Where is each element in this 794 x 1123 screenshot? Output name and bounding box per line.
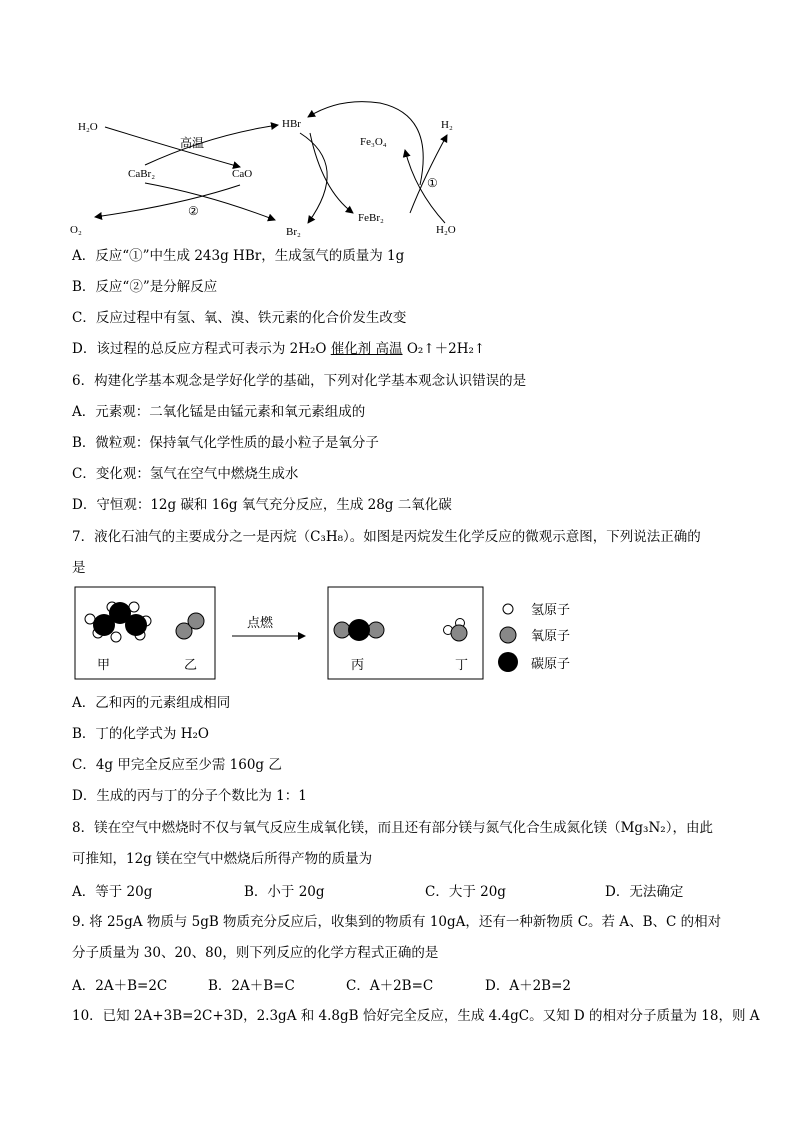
legend-o-label: 氧原子 [531, 628, 571, 643]
reaction-cycle-diagram [60, 95, 480, 245]
label-gaowen: 高温 [180, 136, 205, 150]
q5-option-b: B．反应“②”是分解反应 [72, 279, 218, 295]
legend-o-swatch [500, 627, 516, 643]
q9-option-c: C．A＋2B=C [346, 978, 434, 994]
label-hbr: HBr [282, 118, 301, 130]
q5-option-d-suffix: O₂↑＋2H₂↑ [402, 341, 486, 357]
q6-option-c: C．变化观：氢气在空气中燃烧生成水 [72, 466, 299, 482]
q5-option-d-condition: 催化剂 高温 [330, 341, 403, 357]
legend-h-swatch [503, 604, 513, 614]
q9-option-a: A．2A＋B=2C [72, 978, 168, 994]
legend-c-swatch [498, 652, 518, 672]
q7-stem-line2: 是 [72, 560, 86, 576]
label-fe3o4: Fe₃O₄ [360, 136, 387, 148]
q8-option-a: A．等于 20g [72, 884, 153, 900]
q9-option-b: B．2A＋B=C [208, 978, 295, 994]
legend [498, 602, 570, 672]
q10-stem-line1: 10．已知 2A+3B=2C+3D，2.3gA 和 4.8gB 恰好完全反应，生成 4.4gC。又知 D 的相对分子质量为 18，则 A [72, 1008, 760, 1024]
label-h2o-right: H₂O [436, 224, 456, 236]
q7-option-d: D．生成的丙与丁的分子个数比为 1：1 [72, 788, 307, 804]
arrow-h2o-to-cao [105, 127, 240, 167]
q6-stem: 6．构建化学基本观念是学好化学的基础，下列对化学基本观念认识错误的是 [72, 373, 527, 389]
q8-option-b: B．小于 20g [244, 884, 325, 900]
legend-c-label: 碳原子 [531, 656, 571, 671]
q9-option-d: D．A＋2B=2 [485, 978, 571, 994]
arrow-label-dianran: 点燃 [247, 615, 274, 630]
label-o2: O₂ [70, 224, 82, 236]
q5-option-c: C．反应过程中有氢、氧、溴、铁元素的化合价发生改变 [72, 310, 407, 326]
arrow-hbr-to-febr2 [310, 133, 353, 213]
q6-option-a: A．元素观：二氧化锰是由锰元素和氧元素组成的 [72, 404, 366, 420]
legend-h-label: 氢原子 [531, 602, 571, 617]
q5-option-d [72, 339, 485, 359]
q8-option-d: D．无法确定 [605, 884, 684, 900]
molecule-ding [444, 619, 468, 642]
label-h2: H₂ [441, 119, 453, 131]
label-febr2: FeBr₂ [358, 212, 384, 224]
molecule-reaction-diagram [70, 585, 600, 685]
q5-option-a: A．反应“①”中生成 243g HBr，生成氢气的质量为 1g [72, 248, 405, 264]
q6-option-d: D．守恒观：12g 碳和 16g 氧气充分反应，生成 28g 二氧化碳 [72, 497, 452, 513]
label-jia: 甲 [97, 657, 111, 672]
q7-stem-line1: 7．液化石油气的主要成分之一是丙烷（C₃H₈）。如图是丙烷发生化学反应的微观示意图，下列说法正确的 [72, 529, 701, 545]
arrow-br2-to-cao [145, 183, 275, 220]
label-bing: 丙 [351, 657, 365, 672]
q7-option-a: A．乙和丙的元素组成相同 [72, 695, 231, 711]
q5-option-d-prefix: D．该过程的总反应方程式可表示为 2H₂O [72, 341, 331, 357]
molecule-jia [85, 602, 151, 642]
arrow-h2o-to-fe3o4 [405, 150, 445, 223]
label-circle1: ① [427, 176, 438, 190]
label-yi: 乙 [184, 657, 198, 672]
molecule-yi [176, 613, 204, 639]
q8-option-c: C．大于 20g [425, 884, 506, 900]
q9-stem-line1: 9. 将 25gA 物质与 5gB 物质充分反应后，收集到的物质有 10gA，还有一种新物质 C。若 A、B、C 的相对 [72, 914, 722, 930]
molecule-bing [334, 619, 384, 641]
label-h2o-left: H₂O [78, 121, 98, 133]
q9-stem-line2: 分子质量为 30、20、80，则下列反应的化学方程式正确的是 [72, 945, 439, 961]
q8-stem-line2: 可推知，12g 镁在空气中燃烧后所得产物的质量为 [72, 851, 373, 867]
q7-option-b: B．丁的化学式为 H₂O [72, 726, 209, 742]
label-circle2: ② [188, 204, 199, 218]
label-br2: Br₂ [286, 226, 301, 238]
label-ding: 丁 [455, 657, 469, 672]
q6-option-b: B．微粒观：保持氧气化学性质的最小粒子是氧分子 [72, 435, 379, 451]
label-cao: CaO [232, 168, 253, 180]
q7-option-c: C．4g 甲完全反应至少需 160g 乙 [72, 757, 282, 773]
label-cabr2: CaBr₂ [128, 168, 156, 180]
q8-stem-line1: 8．镁在空气中燃烧时不仅与氧气反应生成氧化镁，而且还有部分镁与氮气化合生成氮化镁（Mg₃N₂），由此 [72, 820, 713, 836]
